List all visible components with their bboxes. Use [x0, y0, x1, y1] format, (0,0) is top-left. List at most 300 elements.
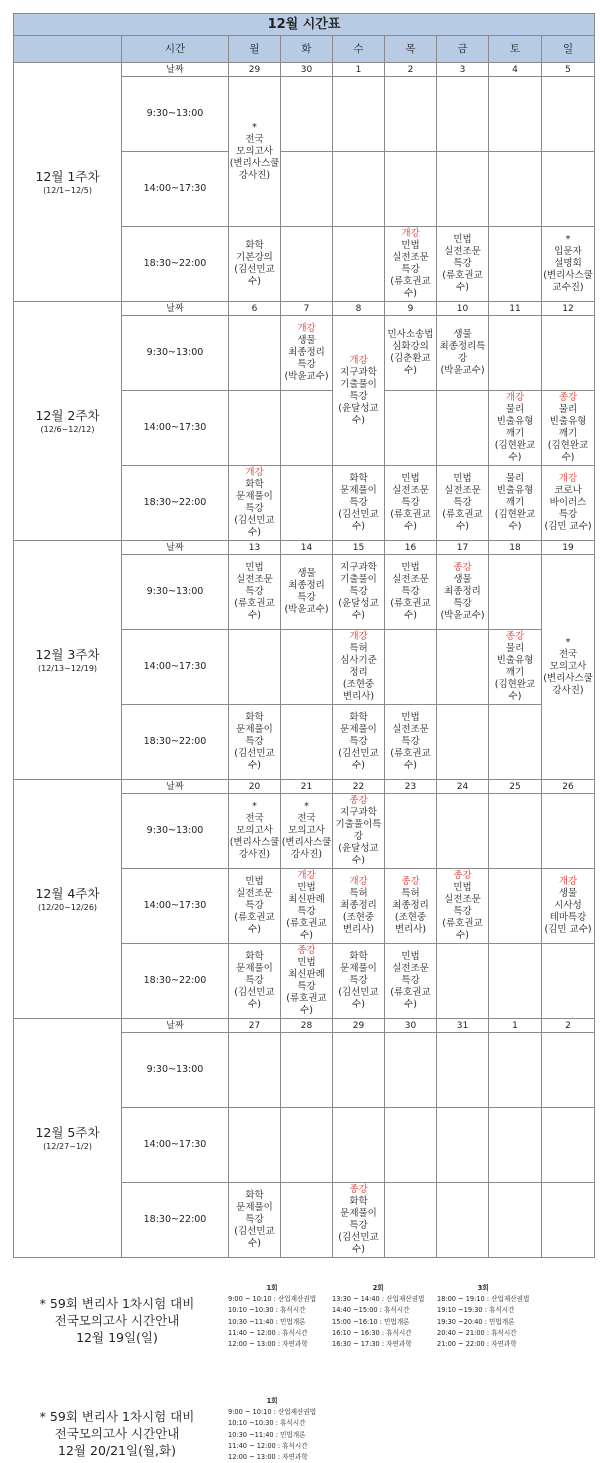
class-cell — [333, 869, 385, 944]
class-line: (김민 교수) — [544, 924, 592, 935]
class-cell — [542, 227, 595, 302]
class-line: 최종정리 — [340, 900, 377, 911]
date-label: 날짜 — [122, 1019, 229, 1033]
class-cell — [385, 944, 437, 1019]
class-line: 화학 — [349, 1196, 368, 1207]
schedule-cell — [333, 227, 385, 302]
class-line: 기출풀이 — [340, 378, 377, 390]
class-cell — [333, 944, 385, 1019]
class-cell — [333, 466, 385, 541]
schedule-cell — [542, 77, 595, 152]
schedule-cell — [437, 391, 489, 466]
class-line: 민법 — [401, 951, 420, 962]
schedule-cell — [229, 1033, 281, 1108]
class-line: 실전조문 — [392, 252, 429, 263]
schedule-cell — [281, 152, 333, 227]
class-cell — [437, 227, 489, 302]
class-line: 강사진) — [238, 169, 271, 181]
class-line: 화학 — [349, 473, 368, 484]
status-badge: 개강 — [558, 473, 578, 484]
date-cell: 11 — [489, 302, 542, 316]
schedule-cell — [281, 705, 333, 780]
schedule-cell — [229, 1108, 281, 1183]
status-badge: 개강 — [349, 354, 368, 366]
date-row — [14, 302, 595, 316]
class-line: 화학 — [349, 712, 368, 723]
schedule-cell — [489, 869, 542, 944]
class-line: 특강 — [297, 906, 316, 917]
class-line: 특허 — [349, 643, 368, 654]
class-line: (김현완교수) — [494, 440, 536, 463]
class-line: 실전조문 — [392, 724, 429, 735]
date-cell: 15 — [333, 541, 385, 555]
class-line: * — [252, 801, 257, 812]
class-cell — [229, 705, 281, 780]
time-slot: 9:30~13:00 — [122, 316, 229, 391]
class-cell — [229, 869, 281, 944]
class-line: (류호권교수) — [390, 598, 431, 621]
status-badge: 개강 — [505, 392, 525, 403]
session-item: 20:40 ~ 21:00 : 휴식시간 — [437, 1328, 517, 1337]
class-cell — [489, 391, 542, 466]
class-line: * — [565, 234, 571, 245]
schedule-cell — [437, 1033, 489, 1108]
class-line: (박윤교수) — [440, 365, 485, 376]
class-line: 정리 — [349, 667, 368, 678]
class-line: 전국 — [245, 133, 264, 145]
status-badge: 종강 — [505, 631, 525, 642]
schedule-cell — [489, 1108, 542, 1183]
schedule-cell — [489, 316, 542, 391]
class-line: 특강 — [401, 497, 420, 508]
class-line: 강사진) — [290, 849, 323, 860]
week-name: 12월 4주차 — [35, 885, 100, 901]
class-line: (류호권교수) — [390, 748, 431, 771]
date-label: 날짜 — [122, 541, 229, 555]
class-line: 최종정리특강 — [439, 341, 486, 364]
class-line: (김선민교수) — [234, 515, 275, 538]
class-line: 특강 — [453, 497, 472, 508]
class-line: 바이러스 — [549, 497, 587, 508]
date-cell: 8 — [333, 302, 385, 316]
class-line: 민법 — [245, 876, 264, 887]
session-item: 14:40 ~15:00 : 휴식시간 — [332, 1306, 410, 1315]
date-cell: 7 — [281, 302, 333, 316]
class-line: (윤달성교수) — [338, 598, 379, 621]
status-badge: 개강 — [245, 467, 264, 478]
class-line: 전국 — [297, 813, 316, 824]
note-line: * 59회 변리사 1차시험 대비 — [39, 1409, 195, 1424]
class-line: 특강 — [349, 1220, 368, 1231]
session-item: 21:00 ~ 22:00 : 자연과학 — [437, 1340, 517, 1349]
status-badge: 종강 — [401, 876, 420, 887]
class-cell — [229, 1183, 281, 1258]
date-cell: 21 — [281, 780, 333, 794]
class-line: 모의고사 — [236, 145, 273, 157]
class-line: * — [565, 637, 571, 648]
class-line: (류호권교수) — [286, 918, 327, 941]
note-line: 전국모의고사 시간안내 — [54, 1426, 180, 1441]
class-line: 특강 — [349, 975, 368, 986]
class-line: 실전조문 — [444, 485, 481, 496]
class-cell — [542, 869, 595, 944]
class-line: (박윤교수) — [284, 604, 329, 615]
class-line: 특강 — [453, 906, 472, 917]
class-line: (김선민교수) — [338, 509, 379, 532]
status-badge: 개강 — [297, 870, 316, 881]
class-cell — [281, 794, 333, 869]
date-row — [14, 1019, 595, 1033]
class-cell — [229, 77, 281, 227]
status-badge: 종강 — [453, 870, 472, 881]
class-line: 전국 — [245, 813, 264, 824]
class-line: 빈출유형 — [496, 485, 534, 496]
class-line: 특강 — [401, 975, 420, 986]
class-line: 화학 — [245, 1190, 264, 1201]
class-line: (조현중 — [342, 679, 375, 690]
schedule-cell — [385, 152, 437, 227]
date-label: 날짜 — [122, 302, 229, 316]
week-range: (12/6~12/12) — [40, 424, 95, 434]
schedule-cell — [542, 1183, 595, 1258]
notes-section — [0, 1283, 600, 1462]
session-item: 11:40 ~ 12:00 : 휴식시간 — [228, 1328, 308, 1337]
date-cell: 2 — [542, 1019, 595, 1033]
date-cell: 3 — [437, 63, 489, 77]
class-line: 민법 — [401, 712, 420, 723]
schedule-cell — [333, 1033, 385, 1108]
class-line: (김춘환교수) — [390, 353, 431, 376]
class-line: 깨기 — [505, 428, 525, 439]
schedule-cell — [437, 794, 489, 869]
header-day-mon: 월 — [229, 36, 281, 63]
header-day-sat: 토 — [489, 36, 542, 63]
class-line: 물리 — [558, 404, 578, 415]
class-line: (류호권교수) — [442, 509, 483, 532]
date-cell: 9 — [385, 302, 437, 316]
date-cell: 22 — [333, 780, 385, 794]
class-line: 실전조문 — [444, 894, 481, 905]
class-cell — [229, 794, 281, 869]
header-day-tue: 화 — [281, 36, 333, 63]
class-line: 강사진) — [552, 685, 584, 696]
class-line: 모의고사 — [549, 661, 587, 672]
class-line: 코로나 — [554, 485, 582, 496]
class-cell — [542, 466, 595, 541]
status-badge: 개강 — [558, 876, 578, 887]
class-line: 화학 — [245, 712, 264, 723]
schedule-cell — [489, 77, 542, 152]
session-item: 16:30 ~ 17:30 : 자연과학 — [332, 1340, 412, 1349]
schedule-cell — [437, 77, 489, 152]
status-badge: 종강 — [349, 1184, 368, 1195]
class-line: 시사성 — [554, 900, 582, 911]
time-slot: 18:30~22:00 — [122, 1183, 229, 1258]
class-line: 실전조문 — [236, 574, 273, 585]
class-cell — [281, 555, 333, 630]
schedule-cell — [489, 944, 542, 1019]
class-line: 특강 — [297, 981, 316, 992]
date-cell: 18 — [489, 541, 542, 555]
week-label — [14, 541, 122, 780]
class-line: 교수진) — [552, 282, 584, 293]
schedule-cell — [437, 1108, 489, 1183]
time-slot: 18:30~22:00 — [122, 944, 229, 1019]
class-line: (류호권교수) — [442, 270, 483, 293]
week-label — [14, 302, 122, 541]
class-line: 특강 — [245, 1214, 264, 1225]
class-line: 민법 — [453, 473, 472, 484]
class-line: (류호권교수) — [390, 276, 431, 299]
status-badge: 종강 — [558, 392, 578, 403]
class-line: 물리 — [505, 643, 525, 654]
date-cell: 29 — [229, 63, 281, 77]
schedule-cell — [385, 630, 437, 705]
header-day-wed: 수 — [333, 36, 385, 63]
schedule-cell — [385, 1033, 437, 1108]
class-line: (류호권교수) — [234, 598, 275, 621]
class-line: 실전조문 — [392, 963, 429, 974]
session-title: 1회 — [266, 1284, 278, 1292]
class-line: 민법 — [401, 562, 420, 573]
class-cell — [281, 316, 333, 391]
schedule-cell — [281, 77, 333, 152]
class-cell — [542, 391, 595, 466]
schedule-cell — [542, 152, 595, 227]
exam-session — [228, 1283, 316, 1350]
class-line: (김현완교수) — [494, 679, 536, 702]
schedule-cell — [437, 705, 489, 780]
date-cell: 1 — [489, 1019, 542, 1033]
date-cell: 25 — [489, 780, 542, 794]
class-line: 기본강의 — [236, 252, 273, 263]
note-line: 전국모의고사 시간안내 — [54, 1313, 180, 1328]
session-item: 13:30 ~ 14:40 : 산업재산권법 — [332, 1295, 425, 1304]
class-line: 깨기 — [558, 428, 578, 439]
class-line: 변리사) — [342, 924, 375, 935]
class-line: (김선민교수) — [338, 987, 379, 1010]
class-line: 생물 — [558, 888, 578, 899]
schedule-cell — [333, 1108, 385, 1183]
class-line: 특허 — [349, 888, 368, 899]
class-line: 빈출유형 — [496, 655, 534, 666]
week-range: (12/27~1/2) — [43, 1141, 92, 1151]
week-range: (12/1~12/5) — [43, 185, 92, 195]
session-item: 9:00 ~ 10:10 : 산업재산권법 — [228, 1295, 317, 1304]
date-label: 날짜 — [122, 63, 229, 77]
week-name: 12월 3주차 — [35, 646, 100, 662]
class-cell — [437, 869, 489, 944]
header-day-sun: 일 — [542, 36, 595, 63]
week-label — [14, 63, 122, 302]
class-line: 민법 — [297, 957, 316, 968]
date-cell: 30 — [281, 63, 333, 77]
class-cell — [542, 555, 595, 780]
class-line: 기출풀이 — [340, 574, 377, 585]
schedule-cell — [489, 555, 542, 630]
class-line: 물리 — [505, 473, 525, 484]
session-item: 10:10 ~10:30 : 휴식시간 — [228, 1306, 306, 1315]
class-line: 민법 — [453, 234, 472, 245]
session-item: 15:00 ~16:10 : 민법개론 — [332, 1317, 410, 1326]
header-day-thu: 목 — [385, 36, 437, 63]
time-slot: 18:30~22:00 — [122, 466, 229, 541]
week-label — [14, 1019, 122, 1258]
class-line: 깨기 — [505, 497, 525, 508]
class-line: 문제풀이 — [340, 724, 377, 735]
date-cell: 27 — [229, 1019, 281, 1033]
class-line: (김민 교수) — [544, 521, 592, 532]
class-cell — [333, 630, 385, 705]
week-name: 12월 2주차 — [35, 407, 100, 423]
class-line: (변리사스쿨 — [281, 837, 332, 848]
class-line: 빈출유형 — [496, 416, 534, 427]
time-slot: 14:00~17:30 — [122, 1108, 229, 1183]
session-item: 18:00 ~ 19:10 : 산업재산권법 — [437, 1295, 530, 1304]
schedule-cell — [385, 1108, 437, 1183]
class-line: 문제풀이 — [236, 1202, 273, 1213]
class-line: (변리사스쿨 — [543, 270, 593, 281]
class-line: (김선민교수) — [234, 1226, 275, 1249]
date-cell: 30 — [385, 1019, 437, 1033]
date-cell: 19 — [542, 541, 595, 555]
class-cell — [385, 869, 437, 944]
status-badge: 종강 — [453, 562, 472, 573]
class-line: 설명회 — [554, 258, 582, 269]
class-line: 민법 — [245, 562, 264, 573]
date-cell: 29 — [333, 1019, 385, 1033]
class-cell — [229, 227, 281, 302]
schedule-cell — [281, 227, 333, 302]
header-row — [14, 36, 595, 63]
class-line: 최신판례 — [288, 969, 325, 980]
date-cell: 31 — [437, 1019, 489, 1033]
class-line: 입문자 — [554, 246, 582, 257]
date-cell: 6 — [229, 302, 281, 316]
schedule-cell — [229, 630, 281, 705]
date-cell: 12 — [542, 302, 595, 316]
date-row — [14, 541, 595, 555]
class-line: 특강 — [297, 359, 316, 370]
header-day-fri: 금 — [437, 36, 489, 63]
class-line: 최종정리 — [288, 580, 325, 591]
status-badge: 개강 — [297, 323, 316, 334]
class-line: 모의고사 — [288, 825, 325, 836]
status-badge: 종강 — [349, 795, 368, 806]
class-line: 최종정리 — [288, 347, 325, 358]
schedule-cell — [542, 316, 595, 391]
class-line: 깨기 — [505, 667, 525, 678]
schedule-table — [13, 13, 595, 1258]
class-line: 지구과학 — [340, 562, 377, 573]
date-cell: 24 — [437, 780, 489, 794]
class-line: 특강 — [453, 258, 472, 269]
time-slot: 9:30~13:00 — [122, 77, 229, 152]
class-line: 전국 — [558, 649, 578, 660]
schedule-cell — [437, 630, 489, 705]
class-line: 특강 — [349, 390, 368, 402]
class-line: (류호권교수) — [234, 912, 275, 935]
class-line: (변리사스쿨 — [229, 157, 280, 169]
class-cell — [385, 466, 437, 541]
class-line: (윤달성교수) — [338, 843, 379, 866]
class-line: 모의고사 — [236, 825, 273, 836]
class-line: 문제풀이 — [236, 491, 273, 502]
class-line: (박윤교수) — [440, 610, 485, 621]
class-line: 민법 — [401, 240, 420, 251]
class-line: (김현완교수) — [494, 509, 536, 532]
session-item: 12:00 ~ 13:00 : 자연과학 — [228, 1453, 308, 1462]
time-slot: 14:00~17:30 — [122, 630, 229, 705]
schedule-cell — [385, 391, 437, 466]
time-slot: 9:30~13:00 — [122, 1033, 229, 1108]
session-item: 10:30 ~11:40 : 민법개론 — [228, 1430, 306, 1439]
class-cell — [333, 1183, 385, 1258]
note-line: * 59회 변리사 1차시험 대비 — [39, 1296, 195, 1311]
status-badge: 개강 — [401, 228, 420, 239]
class-line: 특강 — [401, 586, 420, 597]
session-item: 16:10 ~ 16:30 : 휴식시간 — [332, 1328, 412, 1337]
schedule-cell — [489, 794, 542, 869]
date-cell: 23 — [385, 780, 437, 794]
session-item: 19:10 ~19:30 : 휴식시간 — [437, 1306, 515, 1315]
class-line: (윤달성교수) — [338, 402, 379, 426]
class-cell — [333, 705, 385, 780]
schedule-cell — [385, 77, 437, 152]
schedule-cell — [333, 77, 385, 152]
session-item: 11:40 ~ 12:00 : 휴식시간 — [228, 1441, 308, 1450]
schedule-cell — [489, 705, 542, 780]
class-line: (변리사스쿨 — [229, 837, 280, 848]
class-line: * — [304, 801, 309, 812]
schedule-cell — [437, 1183, 489, 1258]
schedule-cell — [281, 466, 333, 541]
class-line: 실전조문 — [444, 246, 481, 257]
time-slot: 14:00~17:30 — [122, 391, 229, 466]
class-line: 화학 — [245, 951, 264, 962]
date-cell: 2 — [385, 63, 437, 77]
class-cell — [229, 555, 281, 630]
date-cell: 14 — [281, 541, 333, 555]
class-line: 기출풀이특강 — [335, 819, 382, 842]
schedule-cell — [333, 152, 385, 227]
class-cell — [281, 869, 333, 944]
week-label — [14, 780, 122, 1019]
class-cell — [437, 466, 489, 541]
date-cell: 16 — [385, 541, 437, 555]
schedule-cell — [229, 316, 281, 391]
class-line: 심화강의 — [392, 341, 429, 352]
class-line: 지구과학 — [340, 366, 377, 378]
week-name: 12월 1주차 — [35, 168, 100, 184]
date-cell: 13 — [229, 541, 281, 555]
date-cell: 17 — [437, 541, 489, 555]
exam-note — [22, 1295, 212, 1346]
class-line: 최종정리 — [444, 586, 481, 597]
schedule-cell — [542, 794, 595, 869]
schedule-cell — [385, 794, 437, 869]
class-line: 특강 — [349, 586, 368, 597]
class-line: (류호권교수) — [390, 987, 431, 1010]
schedule-cell — [385, 1183, 437, 1258]
date-cell: 28 — [281, 1019, 333, 1033]
class-cell — [437, 316, 489, 391]
class-cell — [385, 555, 437, 630]
date-row — [14, 63, 595, 77]
session-title: 1회 — [266, 1397, 278, 1405]
class-line: 특강 — [453, 598, 472, 609]
class-line: 특강 — [245, 586, 264, 597]
